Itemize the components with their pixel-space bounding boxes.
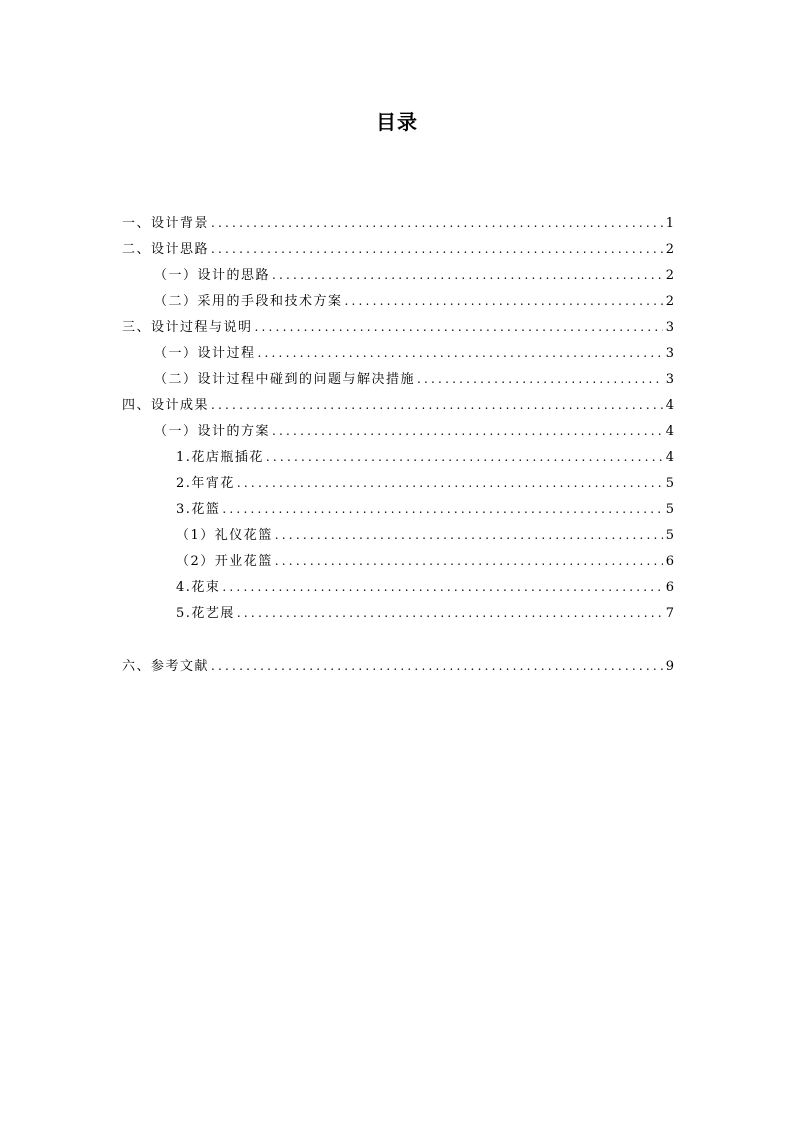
toc-entry-design-background[interactable]	[122, 210, 674, 236]
toc-dot-leader	[211, 653, 663, 679]
toc-page-number: 5	[665, 502, 674, 517]
toc-entry-text: 六、参考文献	[122, 659, 210, 674]
toc-entry-text: 3.花篮	[176, 502, 221, 517]
toc-entry-flower-basket[interactable]	[122, 496, 674, 522]
toc-entry-text: 一、设计背景	[122, 216, 210, 231]
toc-entry-design-thinking[interactable]	[122, 262, 674, 288]
toc-page-number: 2	[665, 242, 674, 257]
toc-dot-leader	[211, 392, 663, 418]
toc-entry-references[interactable]	[122, 653, 674, 679]
toc-dot-leader	[222, 574, 662, 600]
toc-entry-text: （一）设计过程	[154, 346, 256, 361]
toc-entry-ceremony-basket[interactable]	[122, 522, 674, 548]
toc-page-number: 6	[665, 580, 674, 595]
toc-entry-bouquet[interactable]	[122, 574, 674, 600]
toc-entry-text: 1.花店瓶插花	[176, 450, 264, 465]
toc-entry-design-results[interactable]	[122, 392, 674, 418]
toc-entry-text: 四、设计成果	[122, 398, 210, 413]
toc-page-number: 4	[665, 424, 674, 439]
toc-dot-leader	[237, 470, 663, 496]
toc-entry-text: （二）设计过程中碰到的问题与解决措施	[154, 372, 416, 387]
toc-entry-text: （二）采用的手段和技术方案	[154, 294, 343, 309]
toc-dot-leader	[255, 314, 663, 340]
toc-page-number: 3	[665, 372, 674, 387]
toc-dot-leader	[275, 522, 663, 548]
toc-entry-new-year-flowers[interactable]	[122, 470, 674, 496]
toc-page-number: 5	[665, 476, 674, 491]
toc-entry-text: 2.年宵花	[176, 476, 235, 491]
toc-entry-methods-and-technology[interactable]	[122, 288, 674, 314]
toc-page-number: 6	[665, 554, 674, 569]
toc-dot-leader	[211, 236, 663, 262]
toc-dot-leader	[211, 210, 663, 236]
toc-entry-vase-arrangement[interactable]	[122, 444, 674, 470]
toc-entry-text: （一）设计的方案	[154, 424, 271, 439]
toc-page-number: 4	[665, 398, 674, 413]
toc-dot-leader	[222, 496, 662, 522]
toc-dot-leader	[266, 444, 663, 470]
toc-entry-text: 三、设计过程与说明	[122, 320, 253, 335]
toc-entry-design-process[interactable]	[122, 314, 674, 340]
toc-page-number: 3	[665, 346, 674, 361]
page-title: 目录	[376, 110, 418, 134]
toc-dot-leader	[345, 288, 663, 314]
toc-page-number: 1	[665, 216, 674, 231]
toc-dot-leader	[417, 366, 663, 392]
toc-entry-floral-exhibition[interactable]	[122, 600, 674, 626]
toc-page-number: 5	[665, 528, 674, 543]
toc-entry-text: 4.花束	[176, 580, 221, 595]
toc-entry-text: （1）礼仪花篮	[176, 528, 273, 543]
toc-entry-design-ideas[interactable]	[122, 236, 674, 262]
toc-dot-leader	[258, 340, 663, 366]
toc-entry-text: 5.花艺展	[176, 606, 235, 621]
toc-dot-leader	[237, 600, 663, 626]
toc-page-number: 9	[665, 659, 674, 674]
toc-entry-process[interactable]	[122, 340, 674, 366]
toc-page-number: 2	[665, 294, 674, 309]
toc-entry-text: 二、设计思路	[122, 242, 210, 257]
toc-dot-leader	[272, 262, 663, 288]
toc-page-number: 4	[665, 450, 674, 465]
table-of-contents	[122, 210, 674, 679]
toc-entry-design-plan[interactable]	[122, 418, 674, 444]
toc-entry-problems-and-solutions[interactable]	[122, 366, 674, 392]
toc-dot-leader	[275, 548, 663, 574]
toc-page-number: 3	[665, 320, 674, 335]
toc-entry-text: （一）设计的思路	[154, 268, 271, 283]
toc-entry-text: （2）开业花篮	[176, 554, 273, 569]
toc-entry-opening-basket[interactable]	[122, 548, 674, 574]
toc-page-number: 2	[665, 268, 674, 283]
toc-dot-leader	[272, 418, 663, 444]
toc-page-number: 7	[665, 606, 674, 621]
